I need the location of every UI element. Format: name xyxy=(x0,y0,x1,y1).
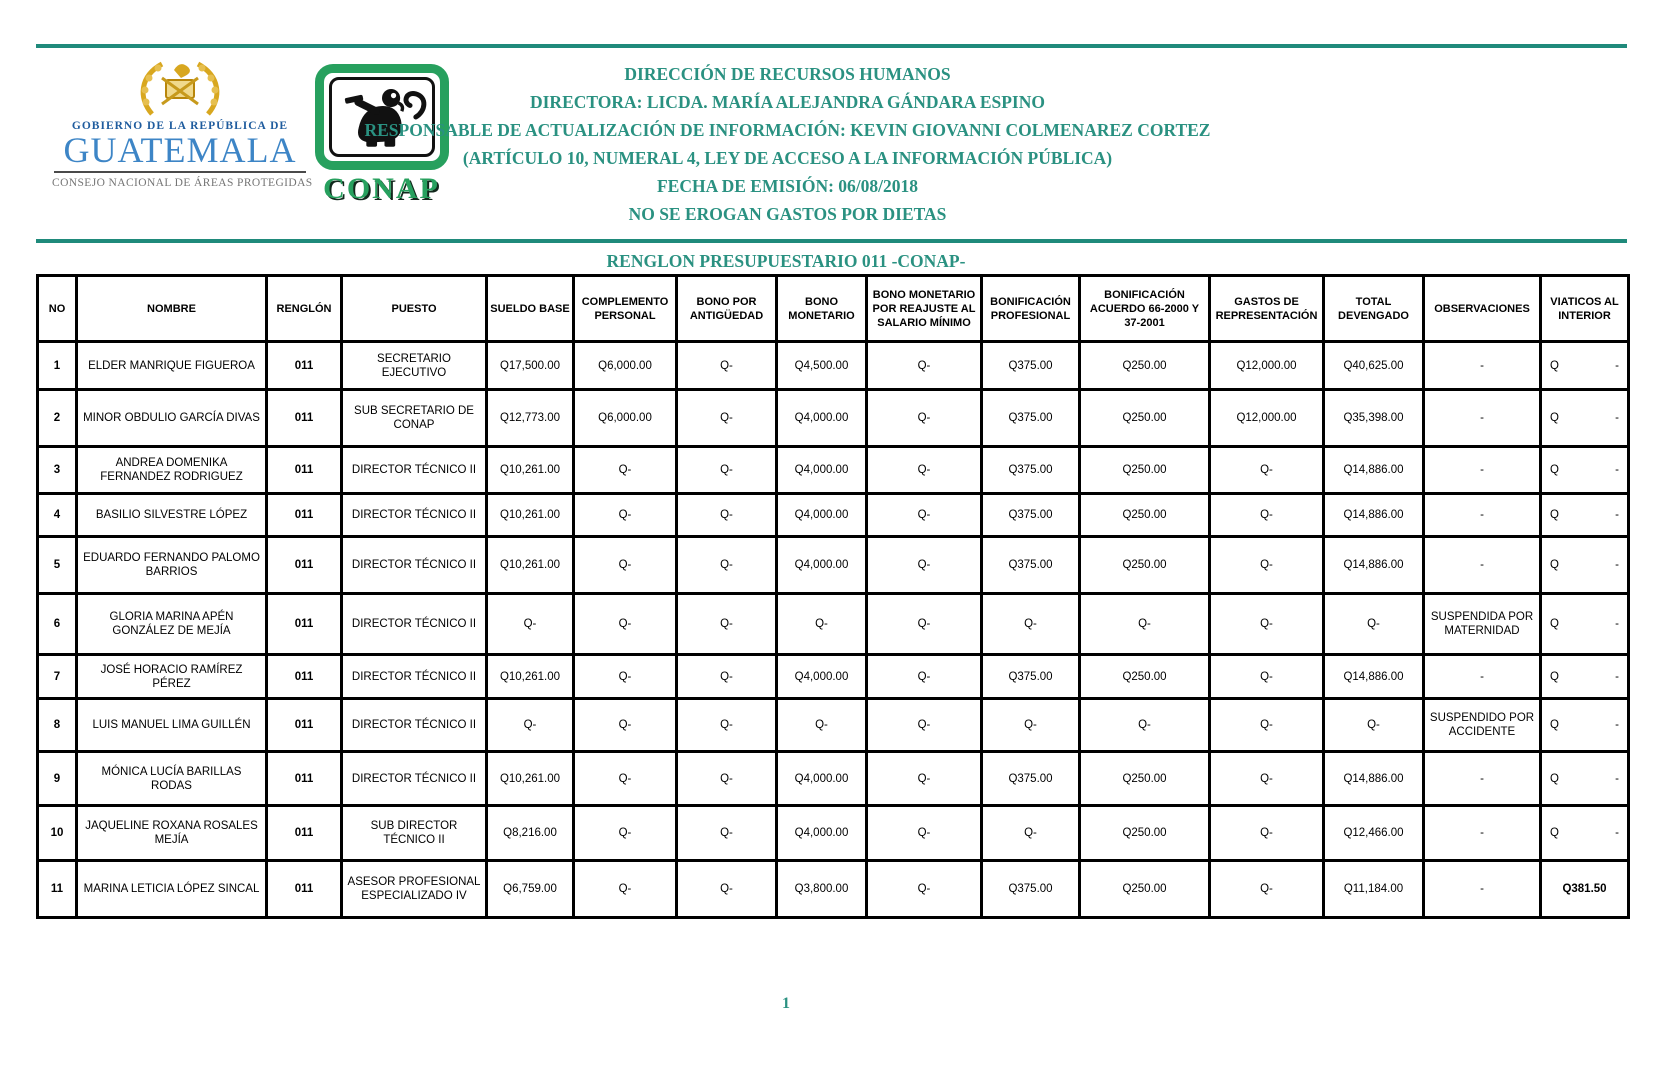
table-cell: Q- xyxy=(677,752,777,806)
col-header-total-devengado: TOTAL DEVENGADO xyxy=(1324,276,1424,342)
table-cell: DIRECTOR TÉCNICO II xyxy=(342,699,487,752)
table-cell: 011 xyxy=(267,861,342,918)
table-cell: 011 xyxy=(267,752,342,806)
table-cell: MARINA LETICIA LÓPEZ SINCAL xyxy=(77,861,267,918)
table-cell: Q375.00 xyxy=(982,494,1080,537)
col-header-observaciones: OBSERVACIONES xyxy=(1424,276,1541,342)
table-cell: Q- xyxy=(574,447,677,494)
table-cell: Q- xyxy=(867,699,982,752)
table-cell: SUB DIRECTOR TÉCNICO II xyxy=(342,806,487,861)
col-header-sueldo-base: SUELDO BASE xyxy=(487,276,574,342)
table-cell: Q14,886.00 xyxy=(1324,494,1424,537)
table-cell: - xyxy=(1424,390,1541,447)
header-line-articulo: (ARTÍCULO 10, NUMERAL 4, LEY DE ACCESO A LA INFORMACIÓN PÚBLICA) xyxy=(462,148,1113,168)
table-header-row xyxy=(38,276,1629,342)
table-cell: MINOR OBDULIO GARCÍA DIVAS xyxy=(77,390,267,447)
table-cell: Q- xyxy=(677,806,777,861)
col-header-bono-reajuste: BONO MONETARIO POR REAJUSTE AL SALARIO MÍNIMO xyxy=(867,276,982,342)
table-cell: Q8,216.00 xyxy=(487,806,574,861)
table-cell: - xyxy=(1424,655,1541,699)
table-cell: Q- xyxy=(867,806,982,861)
table-cell: Q4,000.00 xyxy=(777,537,867,594)
table-cell: ASESOR PROFESIONAL ESPECIALIZADO IV xyxy=(342,861,487,918)
table-cell: Q250.00 xyxy=(1080,861,1210,918)
table-cell: Q- xyxy=(677,861,777,918)
col-header-puesto: PUESTO xyxy=(342,276,487,342)
salary-table xyxy=(36,274,1630,919)
viaticos-cell: Q - xyxy=(1541,494,1629,537)
table-row xyxy=(38,594,1629,655)
table-cell: Q- xyxy=(677,494,777,537)
page-number: 1 xyxy=(782,995,790,1012)
table-cell: LUIS MANUEL LIMA GUILLÉN xyxy=(77,699,267,752)
viaticos-cell: Q - xyxy=(1541,390,1629,447)
table-cell: Q- xyxy=(1324,594,1424,655)
table-cell: Q3,800.00 xyxy=(777,861,867,918)
table-cell: 011 xyxy=(267,699,342,752)
viaticos-cell: Q - xyxy=(1541,699,1629,752)
table-cell: BASILIO SILVESTRE LÓPEZ xyxy=(77,494,267,537)
table-cell: 4 xyxy=(38,494,77,537)
table-cell: Q250.00 xyxy=(1080,447,1210,494)
table-cell: 11 xyxy=(38,861,77,918)
table-cell: Q- xyxy=(1210,494,1324,537)
table-cell: 10 xyxy=(38,806,77,861)
gov-logo-subtitle: CONSEJO NACIONAL DE ÁREAS PROTEGIDAS xyxy=(52,177,313,189)
table-cell: Q- xyxy=(677,655,777,699)
table-cell: Q- xyxy=(1210,447,1324,494)
col-header-complemento-personal: COMPLEMENTO PERSONAL xyxy=(574,276,677,342)
table-cell: - xyxy=(1424,494,1541,537)
table-cell: Q- xyxy=(867,390,982,447)
table-cell: Q- xyxy=(982,806,1080,861)
table-cell: Q250.00 xyxy=(1080,342,1210,390)
table-cell: Q375.00 xyxy=(982,861,1080,918)
guatemala-gov-logo xyxy=(52,58,313,189)
table-row xyxy=(38,806,1629,861)
table-cell: Q4,000.00 xyxy=(777,447,867,494)
table-cell: Q- xyxy=(574,806,677,861)
table-cell: MÓNICA LUCÍA BARILLAS RODAS xyxy=(77,752,267,806)
table-cell: Q- xyxy=(1210,806,1324,861)
table-cell: Q- xyxy=(982,594,1080,655)
table-cell: Q- xyxy=(677,342,777,390)
col-header-nombre: NOMBRE xyxy=(77,276,267,342)
table-cell: Q12,773.00 xyxy=(487,390,574,447)
table-cell: Q40,625.00 xyxy=(1324,342,1424,390)
table-row xyxy=(38,537,1629,594)
viaticos-cell: Q381.50 xyxy=(1541,861,1629,918)
table-cell: ANDREA DOMENIKA FERNANDEZ RODRIGUEZ xyxy=(77,447,267,494)
table-cell: Q- xyxy=(574,752,677,806)
viaticos-cell: Q - xyxy=(1541,447,1629,494)
col-header-bonificacion-acuerdo: BONIFICACIÓN ACUERDO 66-2000 Y 37-2001 xyxy=(1080,276,1210,342)
document-title: RENGLON PRESUPUESTARIO 011 -CONAP- xyxy=(606,251,966,271)
table-cell: SECRETARIO EJECUTIVO xyxy=(342,342,487,390)
viaticos-cell: Q - xyxy=(1541,655,1629,699)
table-cell: Q- xyxy=(867,537,982,594)
viaticos-cell: Q - xyxy=(1541,806,1629,861)
col-header-renglon: RENGLÓN xyxy=(267,276,342,342)
table-cell: Q12,466.00 xyxy=(1324,806,1424,861)
table-cell: DIRECTOR TÉCNICO II xyxy=(342,447,487,494)
col-header-bonificacion-profesional: BONIFICACIÓN PROFESIONAL xyxy=(982,276,1080,342)
table-cell: 5 xyxy=(38,537,77,594)
table-cell: Q4,000.00 xyxy=(777,655,867,699)
table-cell: Q- xyxy=(867,861,982,918)
table-cell: Q- xyxy=(867,447,982,494)
table-cell: 011 xyxy=(267,390,342,447)
table-cell: GLORIA MARINA APÉN GONZÁLEZ DE MEJÍA xyxy=(77,594,267,655)
table-cell: Q- xyxy=(777,699,867,752)
table-cell: Q375.00 xyxy=(982,447,1080,494)
table-cell: 011 xyxy=(267,494,342,537)
table-row xyxy=(38,494,1629,537)
table-cell: Q- xyxy=(1210,537,1324,594)
table-cell: Q375.00 xyxy=(982,752,1080,806)
gov-logo-title: GUATEMALA xyxy=(63,130,297,170)
table-cell: DIRECTOR TÉCNICO II xyxy=(342,752,487,806)
table-cell: Q- xyxy=(677,699,777,752)
header-divider xyxy=(36,239,1627,243)
table-cell: Q- xyxy=(574,655,677,699)
table-cell: 011 xyxy=(267,447,342,494)
table-cell: Q375.00 xyxy=(982,537,1080,594)
col-header-viaticos-interior: VIATICOS AL INTERIOR xyxy=(1541,276,1629,342)
table-cell: DIRECTOR TÉCNICO II xyxy=(342,494,487,537)
table-cell: JAQUELINE ROXANA ROSALES MEJÍA xyxy=(77,806,267,861)
table-cell: Q10,261.00 xyxy=(487,537,574,594)
header-line-responsable: RESPONSABLE DE ACTUALIZACIÓN DE INFORMACIÓN: KEVIN GIOVANNI COLMENAREZ CORTEZ xyxy=(364,120,1211,140)
table-cell: Q10,261.00 xyxy=(487,494,574,537)
table-cell: Q- xyxy=(1210,594,1324,655)
table-cell: Q17,500.00 xyxy=(487,342,574,390)
table-cell: Q12,000.00 xyxy=(1210,342,1324,390)
table-cell: Q- xyxy=(677,390,777,447)
table-cell: 1 xyxy=(38,342,77,390)
table-cell: - xyxy=(1424,342,1541,390)
table-cell: Q6,000.00 xyxy=(574,390,677,447)
salary-table-body xyxy=(38,342,1629,918)
table-cell: Q- xyxy=(1210,861,1324,918)
gov-logo-line1: GOBIERNO DE LA REPÚBLICA DE xyxy=(71,120,289,132)
table-cell: Q14,886.00 xyxy=(1324,447,1424,494)
header-line-directora: DIRECTORA: LICDA. MARÍA ALEJANDRA GÁNDARA ESPINO xyxy=(529,92,1045,112)
table-cell: Q14,886.00 xyxy=(1324,752,1424,806)
table-cell: 011 xyxy=(267,342,342,390)
table-cell: JOSÉ HORACIO RAMÍREZ PÉREZ xyxy=(77,655,267,699)
table-cell: Q- xyxy=(867,594,982,655)
table-cell: Q- xyxy=(677,594,777,655)
table-cell: Q- xyxy=(574,594,677,655)
table-cell: SUSPENDIDA POR MATERNIDAD xyxy=(1424,594,1541,655)
table-cell: SUSPENDIDO POR ACCIDENTE xyxy=(1424,699,1541,752)
table-cell: Q10,261.00 xyxy=(487,752,574,806)
table-cell: Q250.00 xyxy=(1080,806,1210,861)
table-cell: Q- xyxy=(677,447,777,494)
table-cell: 011 xyxy=(267,806,342,861)
table-row xyxy=(38,699,1629,752)
table-cell: Q- xyxy=(574,699,677,752)
table-cell: 2 xyxy=(38,390,77,447)
table-cell: Q14,886.00 xyxy=(1324,655,1424,699)
table-row xyxy=(38,390,1629,447)
table-cell: 011 xyxy=(267,537,342,594)
table-cell: 7 xyxy=(38,655,77,699)
table-cell: Q- xyxy=(574,861,677,918)
table-cell: Q- xyxy=(1210,752,1324,806)
table-cell: Q4,000.00 xyxy=(777,390,867,447)
table-cell: Q10,261.00 xyxy=(487,655,574,699)
table-cell: Q35,398.00 xyxy=(1324,390,1424,447)
table-cell: Q375.00 xyxy=(982,390,1080,447)
table-cell: Q250.00 xyxy=(1080,494,1210,537)
table-cell: Q4,000.00 xyxy=(777,806,867,861)
table-cell: Q- xyxy=(777,594,867,655)
table-cell: Q- xyxy=(867,494,982,537)
col-header-bono-antiguedad: BONO POR ANTIGÜEDAD xyxy=(677,276,777,342)
table-row xyxy=(38,655,1629,699)
table-cell: 6 xyxy=(38,594,77,655)
header-line-dietas: NO SE EROGAN GASTOS POR DIETAS xyxy=(628,204,947,224)
table-cell: SUB SECRETARIO DE CONAP xyxy=(342,390,487,447)
table-row xyxy=(38,447,1629,494)
table-cell: 8 xyxy=(38,699,77,752)
top-divider xyxy=(36,44,1627,48)
table-cell: Q375.00 xyxy=(982,342,1080,390)
viaticos-cell: Q - xyxy=(1541,752,1629,806)
viaticos-cell: Q - xyxy=(1541,342,1629,390)
table-cell: Q4,500.00 xyxy=(777,342,867,390)
table-cell: Q6,000.00 xyxy=(574,342,677,390)
table-cell: 3 xyxy=(38,447,77,494)
conap-logo-label: CONAP xyxy=(323,172,440,205)
table-cell: Q250.00 xyxy=(1080,655,1210,699)
table-cell: 011 xyxy=(267,594,342,655)
table-cell: Q- xyxy=(574,494,677,537)
table-cell: - xyxy=(1424,861,1541,918)
table-cell: Q250.00 xyxy=(1080,537,1210,594)
table-cell: Q- xyxy=(1210,655,1324,699)
table-row xyxy=(38,752,1629,806)
table-cell: EDUARDO FERNANDO PALOMO BARRIOS xyxy=(77,537,267,594)
table-cell: - xyxy=(1424,447,1541,494)
table-cell: DIRECTOR TÉCNICO II xyxy=(342,655,487,699)
table-cell: Q10,261.00 xyxy=(487,447,574,494)
table-cell: Q4,000.00 xyxy=(777,752,867,806)
gov-logo-underline xyxy=(54,171,306,173)
header-line-fecha-emision: FECHA DE EMISIÓN: 06/08/2018 xyxy=(656,176,919,196)
table-row xyxy=(38,342,1629,390)
header-line-direccion: DIRECCIÓN DE RECURSOS HUMANOS xyxy=(624,64,951,84)
table-cell: Q250.00 xyxy=(1080,390,1210,447)
table-cell: Q- xyxy=(1210,699,1324,752)
viaticos-cell: Q - xyxy=(1541,594,1629,655)
col-header-gastos-representacion: GASTOS DE REPRESENTACIÓN xyxy=(1210,276,1324,342)
document-header-info xyxy=(300,60,1275,228)
viaticos-cell: Q - xyxy=(1541,537,1629,594)
table-cell: Q- xyxy=(867,752,982,806)
table-cell: Q- xyxy=(487,699,574,752)
table-cell: Q375.00 xyxy=(982,655,1080,699)
table-cell: - xyxy=(1424,806,1541,861)
table-row xyxy=(38,861,1629,918)
table-cell: DIRECTOR TÉCNICO II xyxy=(342,594,487,655)
table-cell: Q12,000.00 xyxy=(1210,390,1324,447)
table-cell: DIRECTOR TÉCNICO II xyxy=(342,537,487,594)
table-cell: Q6,759.00 xyxy=(487,861,574,918)
table-cell: Q- xyxy=(487,594,574,655)
table-cell: Q- xyxy=(867,342,982,390)
table-cell: ELDER MANRIQUE FIGUEROA xyxy=(77,342,267,390)
col-header-bono-monetario: BONO MONETARIO xyxy=(777,276,867,342)
table-cell: Q14,886.00 xyxy=(1324,537,1424,594)
table-cell: - xyxy=(1424,537,1541,594)
guatemala-crest-icon xyxy=(132,58,228,118)
table-cell: Q- xyxy=(574,537,677,594)
table-cell: Q- xyxy=(982,699,1080,752)
table-cell: Q- xyxy=(1080,699,1210,752)
table-cell: 9 xyxy=(38,752,77,806)
table-cell: Q4,000.00 xyxy=(777,494,867,537)
table-cell: Q- xyxy=(867,655,982,699)
table-cell: Q- xyxy=(1324,699,1424,752)
col-header-no: NO xyxy=(38,276,77,342)
table-cell: Q250.00 xyxy=(1080,752,1210,806)
table-cell: - xyxy=(1424,752,1541,806)
table-cell: Q- xyxy=(677,537,777,594)
table-cell: Q- xyxy=(1080,594,1210,655)
table-cell: Q11,184.00 xyxy=(1324,861,1424,918)
table-cell: 011 xyxy=(267,655,342,699)
